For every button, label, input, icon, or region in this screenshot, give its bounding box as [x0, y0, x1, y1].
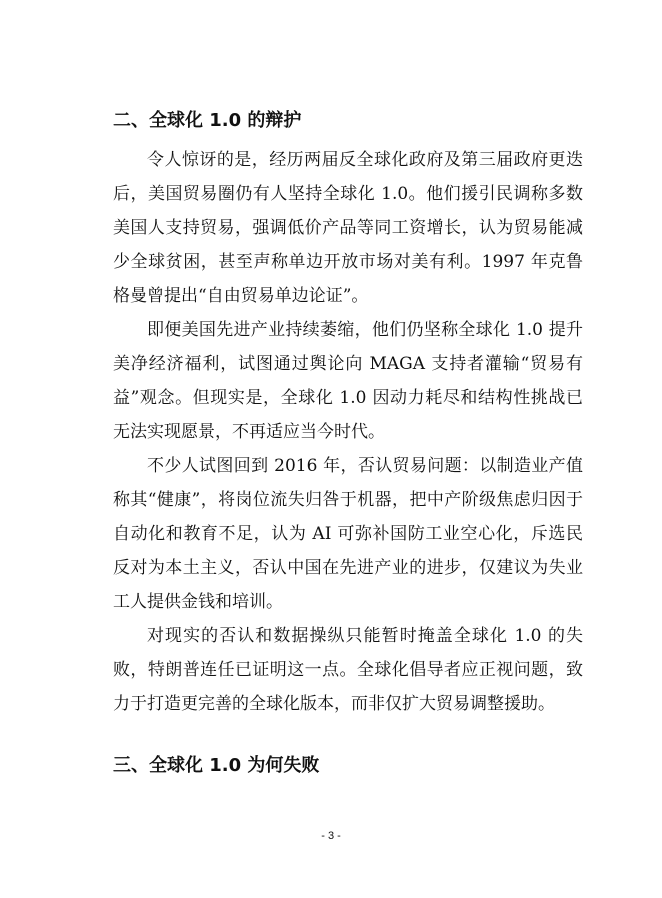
paragraph-2: 即便美国先进产业持续萎缩，他们仍坚称全球化 1.0 提升美净经济福利，试图通过舆论向 MAGA 支持者灌输“贸易有益”观念。但现实是，全球化 1.0 因动力耗尽和结构性挑战已无法实现愿景，不再适应当今时代。 [113, 320, 583, 442]
section-three-heading: 三、全球化 1.0 为何失败 [113, 755, 320, 776]
paragraph-3: 不少人试图回到 2016 年，否认贸易问题：以制造业产值称其“健康”，将岗位流失归咎于机器，把中产阶级焦虑归因于自动化和教育不足，认为 AI 可弥补国防工业空心化，斥选民反对为本土主义，否认中国在先进产业的进步，仅建议为失业工人提供金钱和培训。 [113, 456, 583, 612]
paragraph-1: 令人惊讶的是，经历两届反全球化政府及第三届政府更迭后，美国贸易圈仍有人坚持全球化 1.0。他们援引民调称多数美国人支持贸易，强调低价产品等同工资增长，认为贸易能减少全球贫困，甚至声称单边开放市场对美有利。1997 年克鲁格曼曾提出“自由贸易单边论证”。 [113, 150, 583, 306]
paragraph-4: 对现实的否认和数据操纵只能暂时掩盖全球化 1.0 的失败，特朗普连任已证明这一点。全球化倡导者应正视问题，致力于打造更完善的全球化版本，而非仅扩大贸易调整援助。 [113, 626, 583, 714]
section-two-heading: 二、全球化 1.0 的辩护 [113, 110, 302, 131]
page-number: - 3 - [321, 830, 341, 842]
